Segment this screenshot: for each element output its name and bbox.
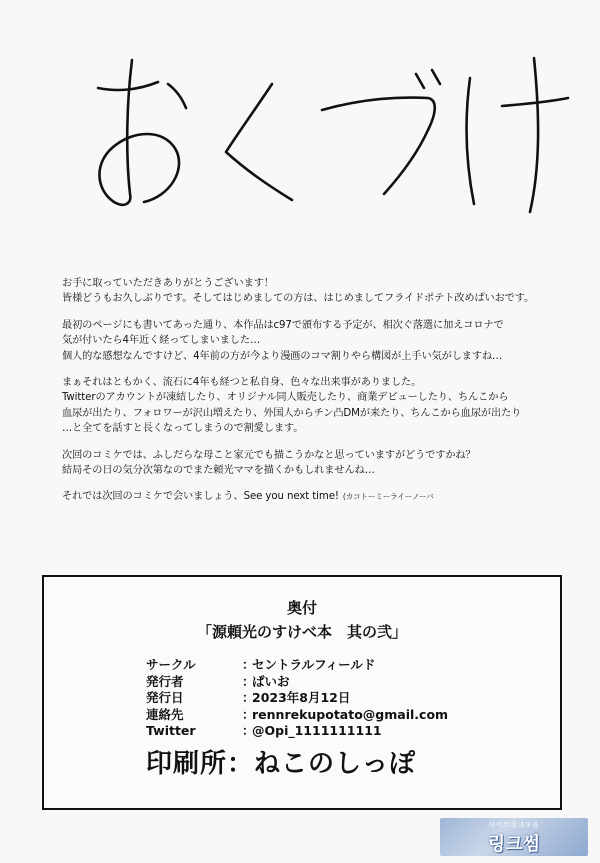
colophon-heading: 奥付 <box>286 599 317 617</box>
printer-name: ねこのしっぽ <box>254 749 417 779</box>
afterword-line: お手に取っていただきありがとうございます！ <box>62 278 274 289</box>
row-value: セントラルフィールド <box>252 657 376 672</box>
row-label: 連絡先 <box>146 706 184 722</box>
row-value: 2023年8月12日 <box>252 690 351 705</box>
row-label: Twitter <box>146 723 196 738</box>
printer-line <box>146 749 416 779</box>
closing-text: それでは次回のコミケで会いましょう、See you next time! <box>62 491 339 503</box>
afterword-line: …と全てを話すと長くなってしまうので割愛します。 <box>62 423 304 435</box>
row-separator: ： <box>242 673 255 689</box>
afterword-line: 最初のページにも書いてあった通り、本作品はc97で頒布する予定が、相次ぐ落選に加えコロナで <box>62 319 504 331</box>
afterword-line: 個人的な感想なんですけど、4年前の方が今より漫画のコマ割りやら構図が上手い気がしますね… <box>62 350 503 362</box>
row-label: 発行日 <box>146 690 184 705</box>
handwritten-okuzuke-drawing <box>40 18 580 228</box>
twitter-handle: @Opi_1111111111 <box>252 723 382 738</box>
afterword-paragraph <box>62 375 572 437</box>
row-separator: ： <box>242 706 255 722</box>
colophon-details <box>146 657 546 740</box>
afterword-text <box>62 276 572 516</box>
row-label: サークル <box>146 657 196 672</box>
colophon-row-date <box>146 690 546 707</box>
contact-email: rennrekupotato@gmail.com <box>252 706 449 722</box>
afterword-line: Twitterのアカウントが凍結したり、オリジナル同人販売したり、商業デビューしたり、ちんこから <box>62 392 509 404</box>
afterword-line: 皆様どうもお久しぶりです。そしてはじめましての方は、はじめましてフライドポテト改めぱいおです。 <box>62 293 535 305</box>
colophon-row-publisher <box>146 674 546 691</box>
row-label: 発行者 <box>146 673 184 689</box>
colophon-box <box>42 575 562 810</box>
colophon-row-twitter <box>146 723 546 740</box>
book-title: 「源頼光のすけべ本 其の弐」 <box>196 623 407 641</box>
handwritten-heading <box>40 18 580 228</box>
closing-note: (カコトーミーライーノーバ <box>342 492 434 502</box>
site-watermark-logo <box>440 818 588 856</box>
row-separator: ： <box>242 690 255 705</box>
printer-separator: ： <box>227 749 255 779</box>
afterword-line: 血尿が出たり、フォロワーが沢山増えたり、外国人からチン凸DMが来たり、ちんこから血尿が出たり <box>62 407 522 419</box>
row-separator: ： <box>242 723 255 738</box>
afterword-line: 気が付いたら4年近く経ってしまいました… <box>62 335 261 347</box>
watermark-main-text: 링크썸 <box>487 834 541 855</box>
afterword-paragraph <box>62 318 572 364</box>
afterword-line: 結局その日の気分次第なのでまた頼光ママを描くかもしれませんね… <box>62 465 375 477</box>
colophon-row-contact <box>146 707 546 724</box>
afterword-closing <box>62 489 572 504</box>
watermark-subtext: 사이트링크모음 <box>488 821 540 829</box>
colophon-row-circle <box>146 657 546 674</box>
afterword-paragraph <box>62 276 572 307</box>
row-separator: ： <box>242 657 255 672</box>
printer-label: 印刷所 <box>146 749 228 779</box>
row-value: ぱいお <box>252 673 290 689</box>
afterword-line: まぁそれはともかく、流石に4年も経つと私自身、色々な出来事がありました。 <box>62 377 422 389</box>
afterword-paragraph <box>62 448 572 479</box>
afterword-line: 次回のコミケでは、ふしだらな母こと家元でも描こうかなと思っていますがどうですかね？ <box>62 449 476 461</box>
